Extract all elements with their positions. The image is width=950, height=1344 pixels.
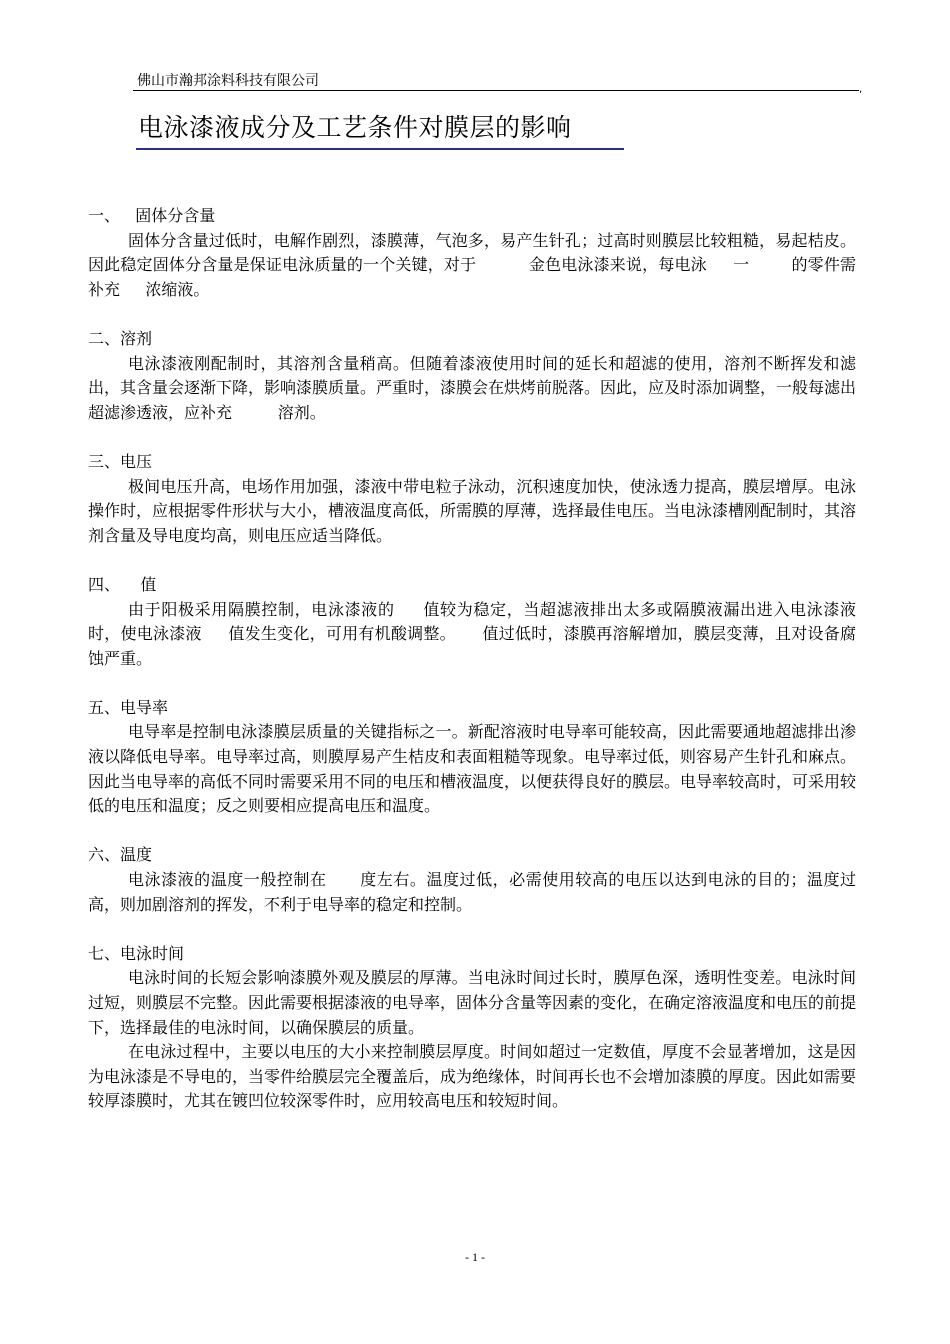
section-voltage xyxy=(88,450,856,548)
section-heading: 七、电泳时间 xyxy=(88,943,185,963)
page-number: - 1 - xyxy=(465,1250,485,1264)
section-paragraph: 由于阳极采用隔膜控制，电泳漆液的 值较为稳定，当超滤液排出太多或隔膜液漏出进入电泳漆液时，使电泳漆液 值发生变化，可用有机酸调整。 值过低时，漆膜再溶解增加，膜层变薄，且对设备腐蚀严重。 xyxy=(88,599,856,668)
section-paragraph: 极间电压升高，电场作用加强，漆液中带电粒子泳动，沉积速度加快，使泳透力提高，膜层增厚。电泳操作时，应根据零件形状与大小，槽液温度高低，所需膜的厚薄，选择最佳电压。当电泳漆槽刚配制时，其溶剂含量及导电度均高，则电压应适当降低。 xyxy=(88,476,857,545)
section-heading: 四、 值 xyxy=(88,574,157,594)
section-paragraph: 电泳漆液的温度一般控制在 度左右。温度过低，必需使用较高的电压以达到电泳的目的；温度过高，则加剧溶剂的挥发，不利于电导率的稳定和控制。 xyxy=(88,870,856,914)
section-solvent xyxy=(88,327,902,425)
section-paragraph: 电泳漆液刚配制时，其溶剂含量稍高。但随着漆液使用时间的延长和超滤的使用，溶剂不断挥发和滤出，其含量会逐渐下降，影响漆膜质量。严重时，漆膜会在烘烤前脱落。因此，应及时添加调整，一般每滤出 超滤渗透液，应补充 溶剂。 xyxy=(88,353,902,422)
section-temperature xyxy=(88,843,856,917)
company-name: 佛山市瀚邦涂料科技有限公司 xyxy=(137,73,319,89)
header-divider xyxy=(133,90,859,91)
section-heading: 六、温度 xyxy=(88,845,153,865)
section-solid-content xyxy=(88,204,856,302)
section-heading: 二、溶剂 xyxy=(88,328,153,348)
section-paragraph: 电导率是控制电泳漆膜层质量的关键指标之一。新配溶液时电导率可能较高，因此需要通地超滤排出渗液以降低电导率。电导率过高，则膜厚易产生桔皮和表面粗糙等现象。电导率过低，则容易产生针孔和麻点。因此当电导率的高低不同时需要采用不同的电压和槽液温度，以便获得良好的膜层。电导率较高时，可采用较低的电压和温度；反之则要相应提高电压和温度。 xyxy=(88,722,857,816)
section-ph-value xyxy=(88,573,856,671)
section-paragraph: 电泳时间的长短会影响漆膜外观及膜层的厚薄。当电泳时间过长时，膜厚色深，透明性变差。电泳时间过短，则膜层不完整。因此需要根据漆液的电导率，固体分含量等因素的变化，在确定溶液温度和电压的前提下，选择最佳的电泳时间，以确保膜层的质量。 xyxy=(88,968,857,1037)
section-paragraph: 固体分含量过低时，电解作剧烈，漆膜薄，气泡多，易产生针孔；过高时则膜层比较粗糙，易起桔皮。因此稳定固体分含量是保证电泳质量的一个关键，对于 金色电泳漆来说，每电泳 一 的零件需补充 浓缩液。 xyxy=(88,230,856,299)
section-electrophoresis-time xyxy=(88,942,856,1114)
document-body xyxy=(88,204,902,1139)
section-heading: 三、电压 xyxy=(88,451,153,471)
section-paragraph: 在电泳过程中，主要以电压的大小来控制膜层厚度。时间如超过一定数值，厚度不会显著增加，这是因为电泳漆是不导电的，当零件给膜层完全覆盖后，成为绝缘体，时间再长也不会增加漆膜的厚度。因此如需要较厚漆膜时，尤其在镀凹位较深零件时，应用较高电压和较短时间。 xyxy=(88,1042,857,1111)
title-underline xyxy=(136,148,624,150)
section-conductivity xyxy=(88,696,856,819)
document-title: 电泳漆液成分及工艺条件对膜层的影响 xyxy=(138,113,572,142)
section-heading: 五、电导率 xyxy=(88,697,169,717)
section-heading: 一、 固体分含量 xyxy=(88,206,216,225)
header-trailing-mark: , xyxy=(859,84,863,95)
